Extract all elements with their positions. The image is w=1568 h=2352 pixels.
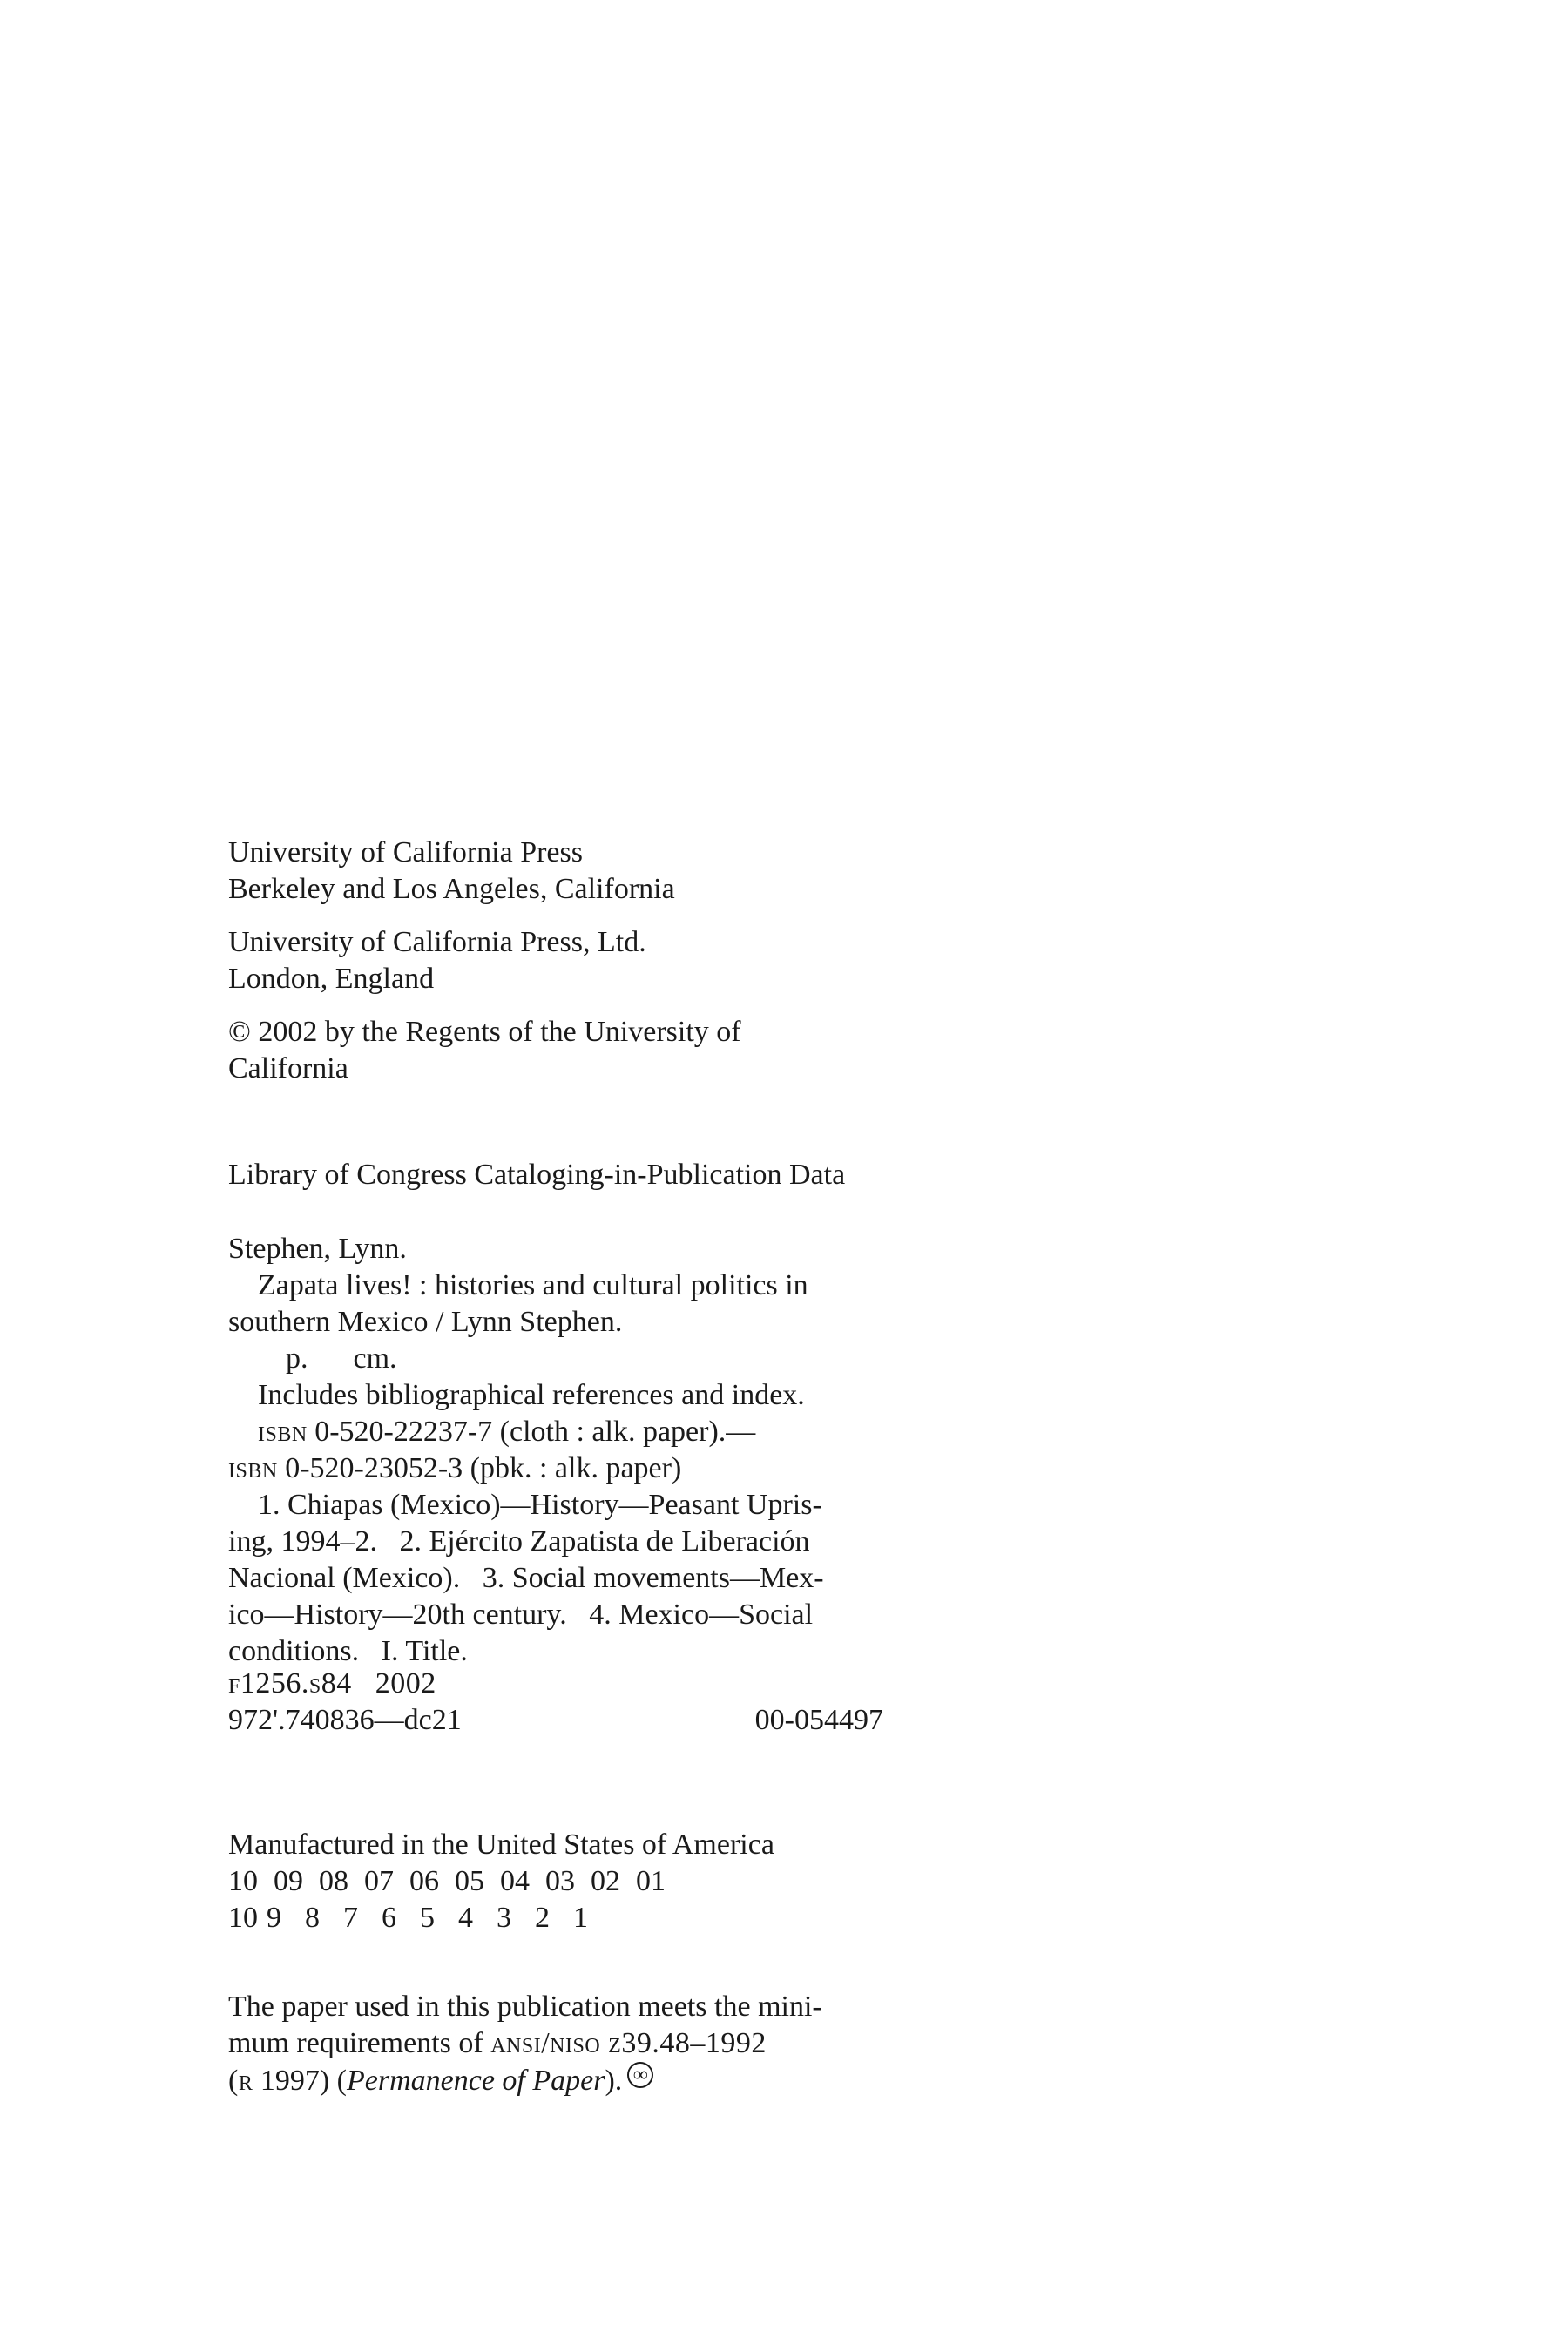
cip-physical-cm: cm.	[353, 1342, 397, 1375]
printing-number: 10	[228, 1902, 258, 1934]
copyright-line-1: © 2002 by the Regents of the University of	[228, 1016, 741, 1048]
year-number: 10	[228, 1865, 258, 1897]
cip-title-line-2: southern Mexico / Lynn Stephen.	[228, 1306, 623, 1338]
paper-notice-end: ).	[605, 2065, 623, 2097]
cip-subjects-line-2: ing, 1994–2. 2. Ejército Zapatista de Liberación	[228, 1525, 810, 1558]
isbn-2-label: isbn	[228, 1452, 278, 1484]
cip-physical-p: p.	[286, 1342, 308, 1375]
publisher-location: Berkeley and Los Angeles, California	[228, 873, 675, 905]
dewey-row	[228, 1702, 883, 1739]
cip-subjects-line-1: 1. Chiapas (Mexico)—History—Peasant Upris-	[258, 1489, 822, 1521]
printing-number: 3	[497, 1902, 511, 1934]
year-number: 04	[500, 1865, 530, 1897]
publisher-block	[228, 835, 925, 908]
cip-notes: Includes bibliographical references and index.	[258, 1379, 805, 1411]
standard-number: z39.48–1992	[600, 2027, 767, 2059]
manufactured-line: Manufactured in the United States of America	[228, 1828, 774, 1861]
permanence-of-paper: Permanence of Paper	[347, 2065, 605, 2097]
cip-physical	[228, 1341, 925, 1377]
lccn-number: 00-054497	[754, 1704, 883, 1736]
printing-number: 5	[420, 1902, 435, 1934]
year-number: 06	[409, 1865, 439, 1897]
copyright-notice	[228, 1014, 925, 1087]
cip-subjects-line-4: ico—History—20th century. 4. Mexico—Social	[228, 1598, 814, 1631]
classification-block	[228, 1666, 925, 1739]
isbn-2-value: 0-520-23052-3 (pbk. : alk. paper)	[277, 1452, 682, 1484]
cip-author: Stephen, Lynn.	[228, 1233, 407, 1265]
paper-notice-line-1: The paper used in this publication meets the mini-	[228, 1990, 822, 2023]
publisher-uk-location: London, England	[228, 963, 435, 995]
printing-number: 7	[343, 1902, 358, 1934]
paper-notice-line-2	[228, 2025, 925, 2062]
printing-number: 6	[382, 1902, 396, 1934]
call-number: f1256.s84 2002	[228, 1667, 436, 1700]
year-number: 08	[319, 1865, 348, 1897]
printing-number: 8	[305, 1902, 320, 1934]
reaffirmed-year: 1997) (	[253, 2065, 347, 2097]
publisher-name: University of California Press	[228, 836, 583, 868]
year-sequence	[228, 1863, 925, 1900]
copyright-line-2: California	[228, 1052, 348, 1085]
year-number: 09	[274, 1865, 303, 1897]
paper-notice-prefix: mum requirements of	[228, 2027, 491, 2059]
year-number: 01	[636, 1865, 666, 1897]
printing-number: 9	[267, 1902, 281, 1934]
cip-isbn-2	[228, 1450, 925, 1487]
cip-heading-block	[228, 1157, 925, 1193]
cip-subjects-line-5: conditions. I. Title.	[228, 1635, 468, 1667]
year-number: 02	[591, 1865, 620, 1897]
infinity-circle-icon	[627, 2062, 653, 2088]
cip-isbn-1	[228, 1414, 925, 1450]
cip-record	[228, 1231, 925, 1670]
reaffirmed-marker: (r	[228, 2065, 253, 2097]
cip-subjects-line-3: Nacional (Mexico). 3. Social movements—Mex-	[228, 1562, 824, 1594]
paper-notice-line-3	[228, 2062, 925, 2099]
standard-name: ansi/niso	[490, 2027, 601, 2059]
isbn-1-value: 0-520-22237-7 (cloth : alk. paper).—	[307, 1416, 756, 1448]
dewey-number: 972'.740836—dc21	[228, 1704, 462, 1736]
publisher-uk-block	[228, 924, 925, 997]
year-number: 03	[545, 1865, 575, 1897]
cip-title-line-1: Zapata lives! : histories and cultural politics in	[258, 1269, 808, 1301]
paper-notice	[228, 1989, 925, 2099]
printing-sequence	[228, 1900, 925, 1936]
publisher-uk-name: University of California Press, Ltd.	[228, 926, 646, 958]
year-number: 05	[455, 1865, 484, 1897]
printing-number: 1	[573, 1902, 588, 1934]
printing-number: 2	[535, 1902, 550, 1934]
cip-heading: Library of Congress Cataloging-in-Publication Data	[228, 1159, 846, 1191]
manufacture-block	[228, 1827, 925, 1936]
printing-number: 4	[458, 1902, 473, 1934]
isbn-1-label: isbn	[258, 1416, 308, 1448]
year-number: 07	[364, 1865, 394, 1897]
